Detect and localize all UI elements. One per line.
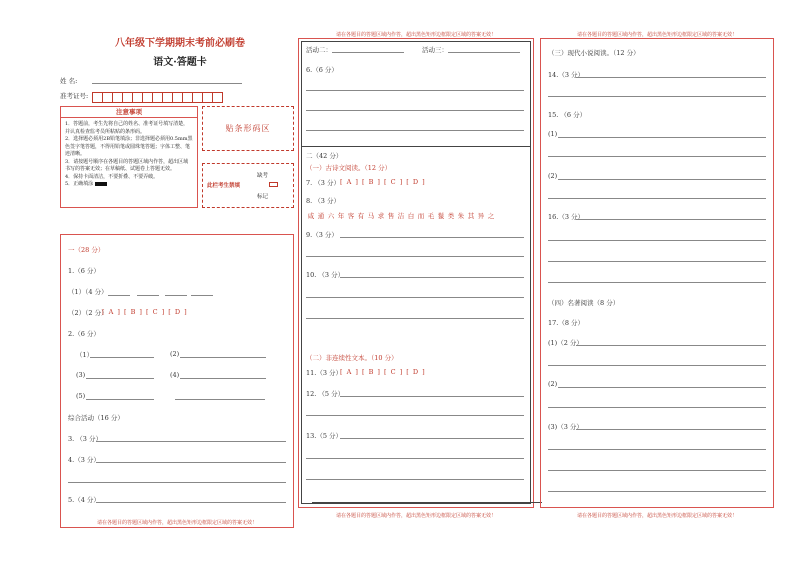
notes-box (60, 106, 198, 208)
blank[interactable] (548, 365, 766, 366)
section-1: 一（28 分） (68, 246, 105, 254)
blank[interactable] (90, 357, 154, 358)
q8-label: 8. （3 分） (306, 197, 340, 205)
blank[interactable] (548, 407, 766, 408)
blank[interactable] (306, 130, 524, 131)
name-label: 姓 名: (60, 77, 78, 85)
note-5: 5．正确填涂 (65, 181, 193, 189)
blank[interactable] (332, 52, 404, 53)
q15-1-label: (1) (548, 130, 558, 138)
absent-box (202, 163, 294, 208)
q10-label: 10. （3 分） (306, 271, 345, 279)
blank[interactable] (548, 198, 766, 199)
blank[interactable] (548, 491, 766, 492)
note-1: 1．答题前，考生先将自己的姓名、准考证号填写清楚，并认真检查监考员所粘贴的条形码。 (65, 121, 189, 135)
note-4: 4．保持卡面清洁，不要折叠、不要弄破。 (65, 173, 159, 180)
blank[interactable] (86, 378, 154, 379)
blank[interactable] (191, 295, 213, 296)
warning-col3-bottom: 请在各题目的答题区域内作答，超出黑色矩形边框限定区域的答案无效！ (576, 513, 737, 519)
blank[interactable] (558, 179, 766, 180)
absent-checkbox[interactable] (269, 182, 278, 187)
q7-choices[interactable]: [ A ] [ B ] [ C ] [ D ] (340, 178, 426, 186)
barcode-area (202, 106, 294, 151)
blank[interactable] (180, 357, 266, 358)
absent-label: 此栏考生禁填 (207, 183, 241, 189)
barcode-label: 贴条形码区 (225, 124, 271, 133)
blank[interactable] (576, 219, 766, 220)
blank[interactable] (108, 295, 130, 296)
absent-bottom: 标记 (257, 194, 269, 200)
q17-1-label: (1)（2 分） (548, 339, 583, 347)
exam-title: 八年级下学期期末考前必刷卷 (115, 38, 245, 49)
blank[interactable] (137, 295, 159, 296)
blank[interactable] (340, 438, 524, 439)
q16-label: 16.（3 分） (548, 213, 585, 221)
act3-label: 活动三： (422, 46, 448, 54)
notes-heading: 注意事项 (61, 107, 197, 118)
blank[interactable] (306, 110, 524, 111)
blank[interactable] (558, 387, 766, 388)
section-2: 二（42 分） (306, 152, 343, 160)
blank[interactable] (96, 502, 286, 503)
q9-label: 9.（3 分） (306, 231, 338, 239)
q1-label: 1.（6 分） (68, 267, 100, 275)
note-3: 3．请按题号顺序在各题目的答题区域内作答，超出区域书写的答案无效；在草稿纸、试题卷上答题无效。 (65, 158, 189, 172)
q15-label: 15. （6 分） (548, 111, 587, 119)
q11-label: 11.（3 分） (306, 369, 343, 377)
note-2: 2．选择题必须用2B铅笔填涂；非选择题必须用0.5mm黑色签字笔答题，不得用铅笔或圆珠笔答题；字体工整、笔迹清晰。 (65, 136, 193, 157)
q2-3-label: (3) (76, 371, 86, 379)
q6-label: 6.（6 分） (306, 66, 338, 74)
id-label: 准考证号: (60, 92, 89, 100)
blank[interactable] (175, 399, 265, 400)
q1-1-label: （1）（4 分） (68, 288, 108, 296)
sub3-label: （三）现代小说阅读。（12 分） (548, 49, 640, 57)
blank[interactable] (548, 96, 766, 97)
blank[interactable] (306, 479, 524, 480)
q7-label: 7. （3 分） (306, 179, 340, 187)
blank[interactable] (68, 482, 286, 483)
q2-4-label: (4) (170, 371, 180, 379)
blank[interactable] (576, 345, 766, 346)
blank[interactable] (548, 240, 766, 241)
blank[interactable] (306, 256, 524, 257)
q2-1-label: （1） (76, 351, 94, 359)
q2-5-label: (5) (76, 392, 86, 400)
col1-answer-box (60, 234, 294, 528)
blank[interactable] (548, 261, 766, 262)
warning-col2-top: 请在各题目的答题区域内作答，超出黑色矩形边框限定区域的答案无效！ (335, 32, 496, 38)
blank[interactable] (448, 52, 520, 53)
blank[interactable] (306, 297, 524, 298)
blank[interactable] (576, 77, 766, 78)
name-field[interactable] (92, 83, 242, 84)
blank[interactable] (165, 295, 187, 296)
q5-label: 5.（4 分） (68, 496, 100, 504)
q2-label: 2.（6 分） (68, 330, 100, 338)
activity-label: 综合活动（16 分） (68, 414, 124, 422)
blank[interactable] (306, 90, 524, 91)
blank[interactable] (548, 449, 766, 450)
q3-label: 3. （3 分） (68, 435, 102, 443)
bottom-rule (312, 502, 542, 503)
q17-2-label: (2) (548, 380, 558, 388)
blank[interactable] (340, 396, 524, 397)
q8-sentence[interactable]: 咸 通 六 年 客 有 马 求 售 洁 白 而 毛 鬣 类 朱 其 异 之 (307, 212, 495, 220)
blank[interactable] (180, 378, 266, 379)
divider (301, 146, 531, 147)
blank[interactable] (548, 470, 766, 471)
q4-label: 4.（3 分） (68, 456, 100, 464)
warning-col1: 请在各题目的答题区域内作答，超出黑色矩形边框限定区域的答案无效！ (96, 520, 257, 526)
q2-2-label: (2) (170, 350, 180, 358)
act2-label: 活动二： (306, 46, 332, 54)
q14-label: 14.（3 分） (548, 71, 585, 79)
blank[interactable] (558, 137, 766, 138)
filled-sample (95, 182, 107, 186)
blank[interactable] (96, 462, 286, 463)
blank[interactable] (86, 399, 154, 400)
q1-2-choices[interactable]: [ A ] [ B ] [ C ] [ D ] (102, 308, 188, 316)
warning-col3-top: 请在各题目的答题区域内作答，超出黑色矩形边框限定区域的答案无效！ (576, 32, 737, 38)
blank[interactable] (306, 318, 524, 319)
q15-2-label: (2) (548, 172, 558, 180)
blank[interactable] (548, 282, 766, 283)
subtitle: 语文·答题卡 (153, 57, 207, 68)
blank[interactable] (576, 429, 766, 430)
q12-label: 12. （5 分） (306, 390, 345, 398)
absent-top: 缺考 (257, 173, 269, 179)
blank[interactable] (306, 458, 524, 459)
blank[interactable] (340, 277, 524, 278)
q17-3-label: (3)（3 分） (548, 423, 583, 431)
answer-sheet-title (60, 53, 300, 68)
sub4-label: （四）名著阅读（8 分） (548, 299, 620, 307)
sub2-label: （二）非连续性文本。（10 分） (306, 354, 398, 362)
blank[interactable] (96, 441, 286, 442)
sub1-label: （一）古诗文阅读。（12 分） (306, 164, 392, 172)
q17-label: 17.（8 分） (548, 319, 585, 327)
blank[interactable] (306, 415, 524, 416)
q11-choices[interactable]: [ A ] [ B ] [ C ] [ D ] (340, 368, 426, 376)
blank[interactable] (340, 237, 524, 238)
warning-col2-bottom: 请在各题目的答题区域内作答，超出黑色矩形边框限定区域的答案无效！ (335, 513, 496, 519)
id-boxes[interactable] (92, 88, 222, 107)
blank[interactable] (548, 156, 766, 157)
q13-label: 13.（5 分） (306, 432, 343, 440)
q1-2-label: （2）（2 分） (68, 309, 108, 317)
col3-answer-box (540, 38, 774, 508)
